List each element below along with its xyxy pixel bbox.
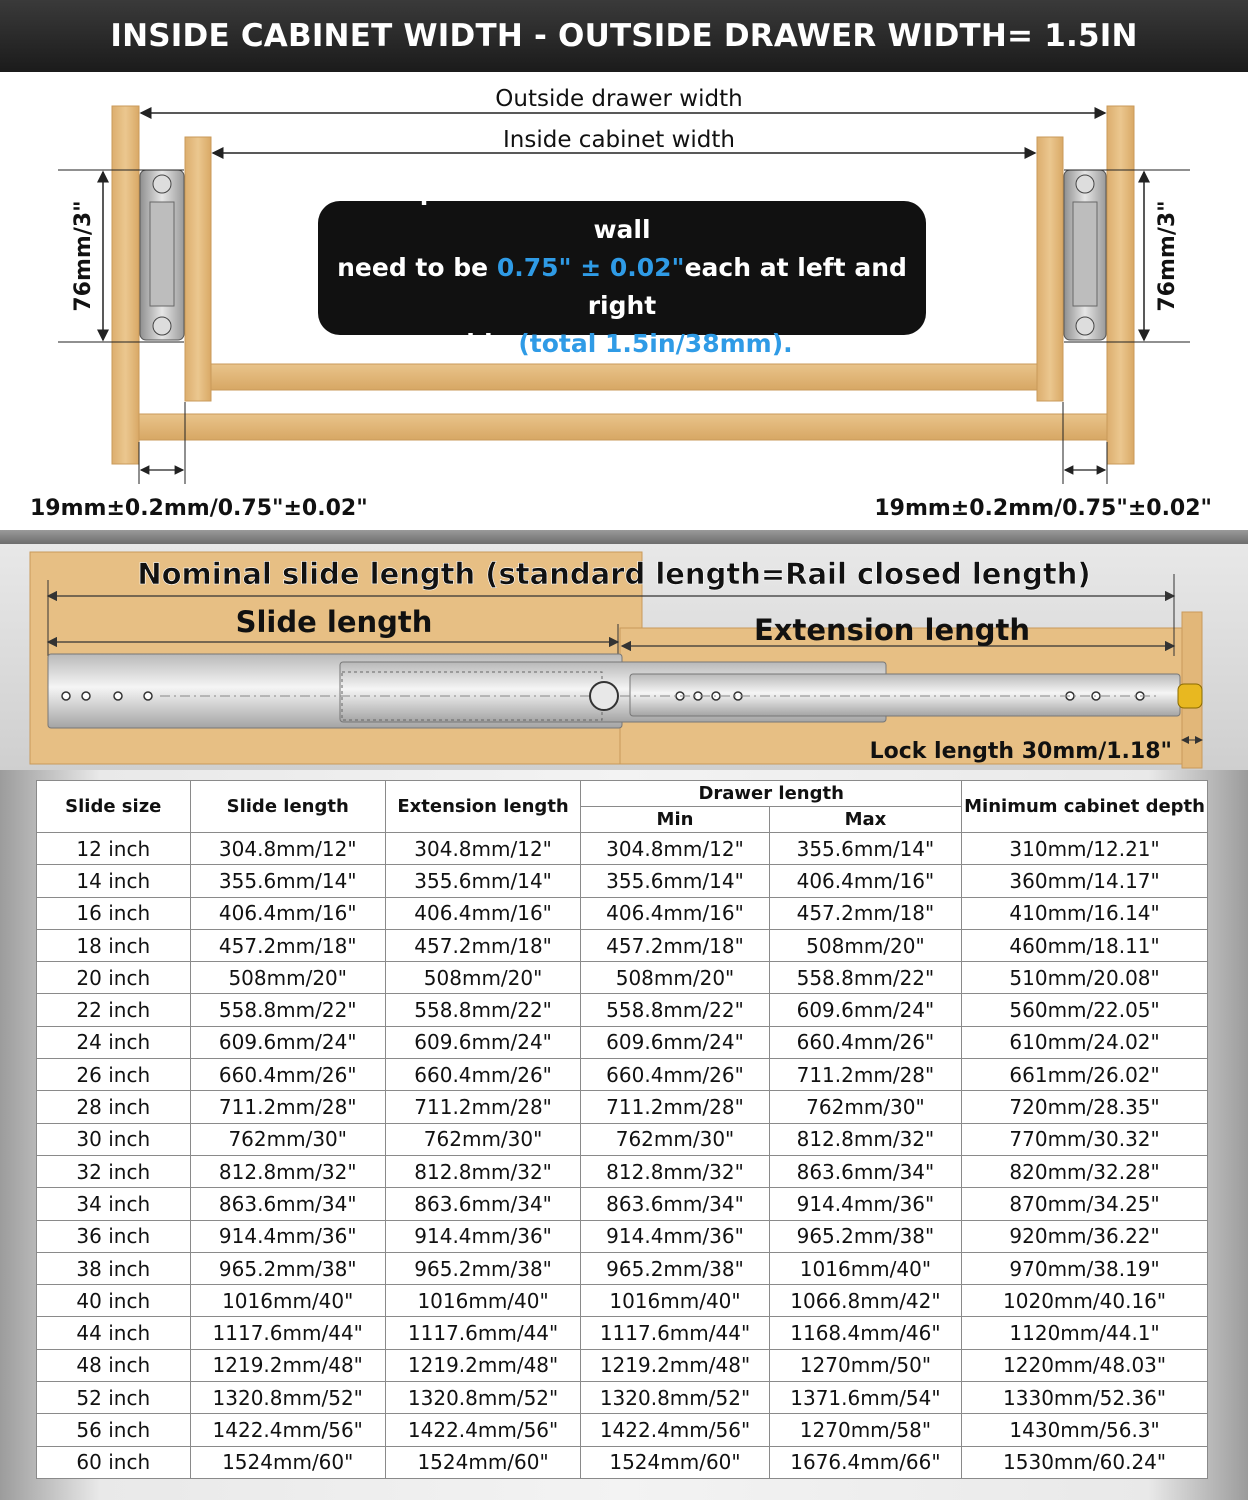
table-cell: 304.8mm/12": [190, 833, 385, 865]
table-cell: 457.2mm/18": [385, 929, 580, 961]
gap-label-left: 19mm±0.2mm/0.75"±0.02": [30, 496, 368, 521]
table-cell: 304.8mm/12": [385, 833, 580, 865]
table-cell: 1430mm/56.3": [962, 1414, 1208, 1446]
table-cell: 1016mm/40": [385, 1285, 580, 1317]
table-cell: 863.6mm/34": [581, 1188, 769, 1220]
table-cell: 14 inch: [37, 865, 191, 897]
table-cell: 1016mm/40": [769, 1252, 961, 1284]
table-cell: 609.6mm/24": [190, 1026, 385, 1058]
table-cell: 508mm/20": [385, 962, 580, 994]
table-cell: 711.2mm/28": [581, 1091, 769, 1123]
lock-length-label: Lock length 30mm/1.18": [869, 739, 1172, 764]
cabinet-wall-right: [1107, 106, 1134, 464]
table-cell: 1530mm/60.24": [962, 1446, 1208, 1478]
table-cell: 1117.6mm/44": [581, 1317, 769, 1349]
table-cell: 1117.6mm/44": [385, 1317, 580, 1349]
table-cell: 558.8mm/22": [385, 994, 580, 1026]
lock-tab: [1178, 684, 1202, 708]
table-row: [37, 929, 1208, 961]
table-cell: 30 inch: [37, 1123, 191, 1155]
table-cell: 1320.8mm/52": [581, 1382, 769, 1414]
header-drawer-max: Max: [769, 807, 961, 833]
table-row: [37, 897, 1208, 929]
table-cell: 1524mm/60": [385, 1446, 580, 1478]
table-cell: 1330mm/52.36": [962, 1382, 1208, 1414]
slide-length-diagram: [0, 544, 1248, 770]
header-drawer-min: Min: [581, 807, 769, 833]
table-cell: 24 inch: [37, 1026, 191, 1058]
table-cell: 32 inch: [37, 1155, 191, 1187]
note-line-3: side (total 1.5in/38mm).: [451, 329, 793, 358]
table-cell: 355.6mm/14": [769, 833, 961, 865]
table-cell: 1676.4mm/66": [769, 1446, 961, 1478]
note-line-1: The space between drawer and cabinet wall: [344, 177, 900, 244]
table-row: [37, 1123, 1208, 1155]
table-row: [37, 865, 1208, 897]
table-cell: 560mm/22.05": [962, 994, 1208, 1026]
table-cell: 711.2mm/28": [385, 1091, 580, 1123]
table-cell: 558.8mm/22": [581, 994, 769, 1026]
table-row: [37, 1382, 1208, 1414]
table-cell: 1371.6mm/54": [769, 1382, 961, 1414]
table-cell: 26 inch: [37, 1059, 191, 1091]
table-cell: 22 inch: [37, 994, 191, 1026]
table-cell: 1120mm/44.1": [962, 1317, 1208, 1349]
table-cell: 863.6mm/34": [190, 1188, 385, 1220]
table-cell: 360mm/14.17": [962, 865, 1208, 897]
table-cell: 1524mm/60": [581, 1446, 769, 1478]
outside-drawer-width-label: Outside drawer width: [495, 86, 743, 112]
table-cell: 812.8mm/32": [190, 1155, 385, 1187]
table-cell: 355.6mm/14": [385, 865, 580, 897]
table-cell: 1422.4mm/56": [581, 1414, 769, 1446]
table-cell: 40 inch: [37, 1285, 191, 1317]
table-cell: 44 inch: [37, 1317, 191, 1349]
table-cell: 770mm/30.32": [962, 1123, 1208, 1155]
table-cell: 410mm/16.14": [962, 897, 1208, 929]
spec-table-section: [0, 770, 1248, 1500]
table-cell: 1320.8mm/52": [190, 1382, 385, 1414]
header-drawer-length: Drawer length: [581, 781, 962, 807]
table-cell: 406.4mm/16": [581, 897, 769, 929]
table-cell: 457.2mm/18": [769, 897, 961, 929]
table-body: [37, 833, 1208, 1479]
table-row: [37, 994, 1208, 1026]
table-cell: 355.6mm/14": [581, 865, 769, 897]
table-cell: 34 inch: [37, 1188, 191, 1220]
table-cell: 870mm/34.25": [962, 1188, 1208, 1220]
table-cell: 812.8mm/32": [385, 1155, 580, 1187]
table-row: [37, 1091, 1208, 1123]
table-cell: 56 inch: [37, 1414, 191, 1446]
table-cell: 610mm/24.02": [962, 1026, 1208, 1058]
nominal-length-label: Nominal slide length (standard length=Rail closed length): [137, 557, 1091, 591]
table-cell: 36 inch: [37, 1220, 191, 1252]
table-cell: 1320.8mm/52": [385, 1382, 580, 1414]
inside-cabinet-width-label: Inside cabinet width: [503, 127, 735, 153]
table-cell: 1168.4mm/46": [769, 1317, 961, 1349]
table-cell: 1422.4mm/56": [385, 1414, 580, 1446]
table-cell: 920mm/36.22": [962, 1220, 1208, 1252]
section-divider: [0, 530, 1248, 544]
table-cell: 660.4mm/26": [769, 1026, 961, 1058]
table-cell: 1422.4mm/56": [190, 1414, 385, 1446]
table-cell: 812.8mm/32": [769, 1123, 961, 1155]
drawer-side-right: [1037, 137, 1063, 401]
table-cell: 660.4mm/26": [385, 1059, 580, 1091]
drawer-side-left: [185, 137, 211, 401]
table-cell: 20 inch: [37, 962, 191, 994]
cabinet-bottom: [139, 414, 1107, 440]
cabinet-width-diagram: [0, 72, 1248, 530]
table-cell: 863.6mm/34": [385, 1188, 580, 1220]
table-cell: 508mm/20": [769, 929, 961, 961]
table-row: [37, 1155, 1208, 1187]
note-line-2: need to be 0.75" ± 0.02"each at left and right: [337, 253, 907, 320]
table-cell: 1066.8mm/42": [769, 1285, 961, 1317]
release-lever: [590, 682, 618, 710]
table-cell: 965.2mm/38": [581, 1252, 769, 1284]
table-cell: 1219.2mm/48": [190, 1349, 385, 1381]
header-slide-length: Slide length: [190, 781, 385, 833]
table-cell: 558.8mm/22": [769, 962, 961, 994]
table-cell: 914.4mm/36": [769, 1188, 961, 1220]
cabinet-wall-left: [112, 106, 139, 464]
table-cell: 609.6mm/24": [769, 994, 961, 1026]
table-cell: 508mm/20": [581, 962, 769, 994]
table-cell: 914.4mm/36": [581, 1220, 769, 1252]
table-cell: 460mm/18.11": [962, 929, 1208, 961]
table-cell: 660.4mm/26": [190, 1059, 385, 1091]
table-cell: 457.2mm/18": [190, 929, 385, 961]
table-cell: 38 inch: [37, 1252, 191, 1284]
table-cell: 711.2mm/28": [190, 1091, 385, 1123]
table-cell: 355.6mm/14": [190, 865, 385, 897]
table-row: [37, 833, 1208, 865]
table-cell: 18 inch: [37, 929, 191, 961]
page-title: INSIDE CABINET WIDTH - OUTSIDE DRAWER WIDTH= 1.5IN: [0, 0, 1248, 72]
table-row: [37, 1188, 1208, 1220]
table-cell: 762mm/30": [769, 1091, 961, 1123]
slide-length-label: Slide length: [235, 605, 433, 639]
table-cell: 1270mm/58": [769, 1414, 961, 1446]
table-cell: 310mm/12.21": [962, 833, 1208, 865]
table-cell: 1219.2mm/48": [581, 1349, 769, 1381]
table-cell: 914.4mm/36": [190, 1220, 385, 1252]
table-cell: 762mm/30": [581, 1123, 769, 1155]
table-cell: 60 inch: [37, 1446, 191, 1478]
table-cell: 510mm/20.08": [962, 962, 1208, 994]
table-cell: 1016mm/40": [581, 1285, 769, 1317]
table-cell: 661mm/26.02": [962, 1059, 1208, 1091]
table-cell: 406.4mm/16": [769, 865, 961, 897]
table-cell: 720mm/28.35": [962, 1091, 1208, 1123]
table-cell: 914.4mm/36": [385, 1220, 580, 1252]
slide-size-table: [36, 780, 1208, 1479]
table-cell: 660.4mm/26": [581, 1059, 769, 1091]
table-cell: 406.4mm/16": [190, 897, 385, 929]
table-cell: 508mm/20": [190, 962, 385, 994]
drawer-bottom: [211, 364, 1037, 390]
gap-label-right: 19mm±0.2mm/0.75"±0.02": [874, 496, 1212, 521]
table-row: [37, 1414, 1208, 1446]
table-row: [37, 1059, 1208, 1091]
table-cell: 52 inch: [37, 1382, 191, 1414]
header-extension-length: Extension length: [385, 781, 580, 833]
table-cell: 28 inch: [37, 1091, 191, 1123]
table-row: [37, 962, 1208, 994]
table-row: [37, 1252, 1208, 1284]
table-cell: 711.2mm/28": [769, 1059, 961, 1091]
table-row: [37, 1285, 1208, 1317]
table-row: [37, 1220, 1208, 1252]
gap-note-box: [318, 177, 926, 358]
table-cell: 16 inch: [37, 897, 191, 929]
table-row: [37, 1446, 1208, 1478]
slide-profile-left: [140, 170, 184, 340]
table-cell: 609.6mm/24": [385, 1026, 580, 1058]
table-cell: 762mm/30": [385, 1123, 580, 1155]
table-cell: 762mm/30": [190, 1123, 385, 1155]
table-row: [37, 1026, 1208, 1058]
height-label-right: 76mm/3": [1155, 200, 1180, 312]
table-row: [37, 1349, 1208, 1381]
table-cell: 48 inch: [37, 1349, 191, 1381]
table-cell: 1020mm/40.16": [962, 1285, 1208, 1317]
table-cell: 812.8mm/32": [581, 1155, 769, 1187]
table-cell: 1117.6mm/44": [190, 1317, 385, 1349]
table-cell: 1016mm/40": [190, 1285, 385, 1317]
table-cell: 12 inch: [37, 833, 191, 865]
table-cell: 965.2mm/38": [385, 1252, 580, 1284]
table-cell: 406.4mm/16": [385, 897, 580, 929]
height-label-left: 76mm/3": [71, 200, 96, 312]
table-cell: 1220mm/48.03": [962, 1349, 1208, 1381]
table-cell: 965.2mm/38": [190, 1252, 385, 1284]
table-cell: 1219.2mm/48": [385, 1349, 580, 1381]
table-cell: 965.2mm/38": [769, 1220, 961, 1252]
table-cell: 304.8mm/12": [581, 833, 769, 865]
header-slide-size: Slide size: [37, 781, 191, 833]
table-cell: 1270mm/50": [769, 1349, 961, 1381]
slide-drawing: [0, 544, 1248, 770]
table-cell: 457.2mm/18": [581, 929, 769, 961]
table-cell: 609.6mm/24": [581, 1026, 769, 1058]
slide-profile-right: [1064, 170, 1106, 340]
table-cell: 863.6mm/34": [769, 1155, 961, 1187]
table-cell: 970mm/38.19": [962, 1252, 1208, 1284]
table-row: [37, 1317, 1208, 1349]
extension-length-label: Extension length: [753, 613, 1031, 647]
header-min-cabinet-depth: Minimum cabinet depth: [962, 781, 1208, 833]
table-cell: 1524mm/60": [190, 1446, 385, 1478]
table-cell: 558.8mm/22": [190, 994, 385, 1026]
table-cell: 820mm/32.28": [962, 1155, 1208, 1187]
